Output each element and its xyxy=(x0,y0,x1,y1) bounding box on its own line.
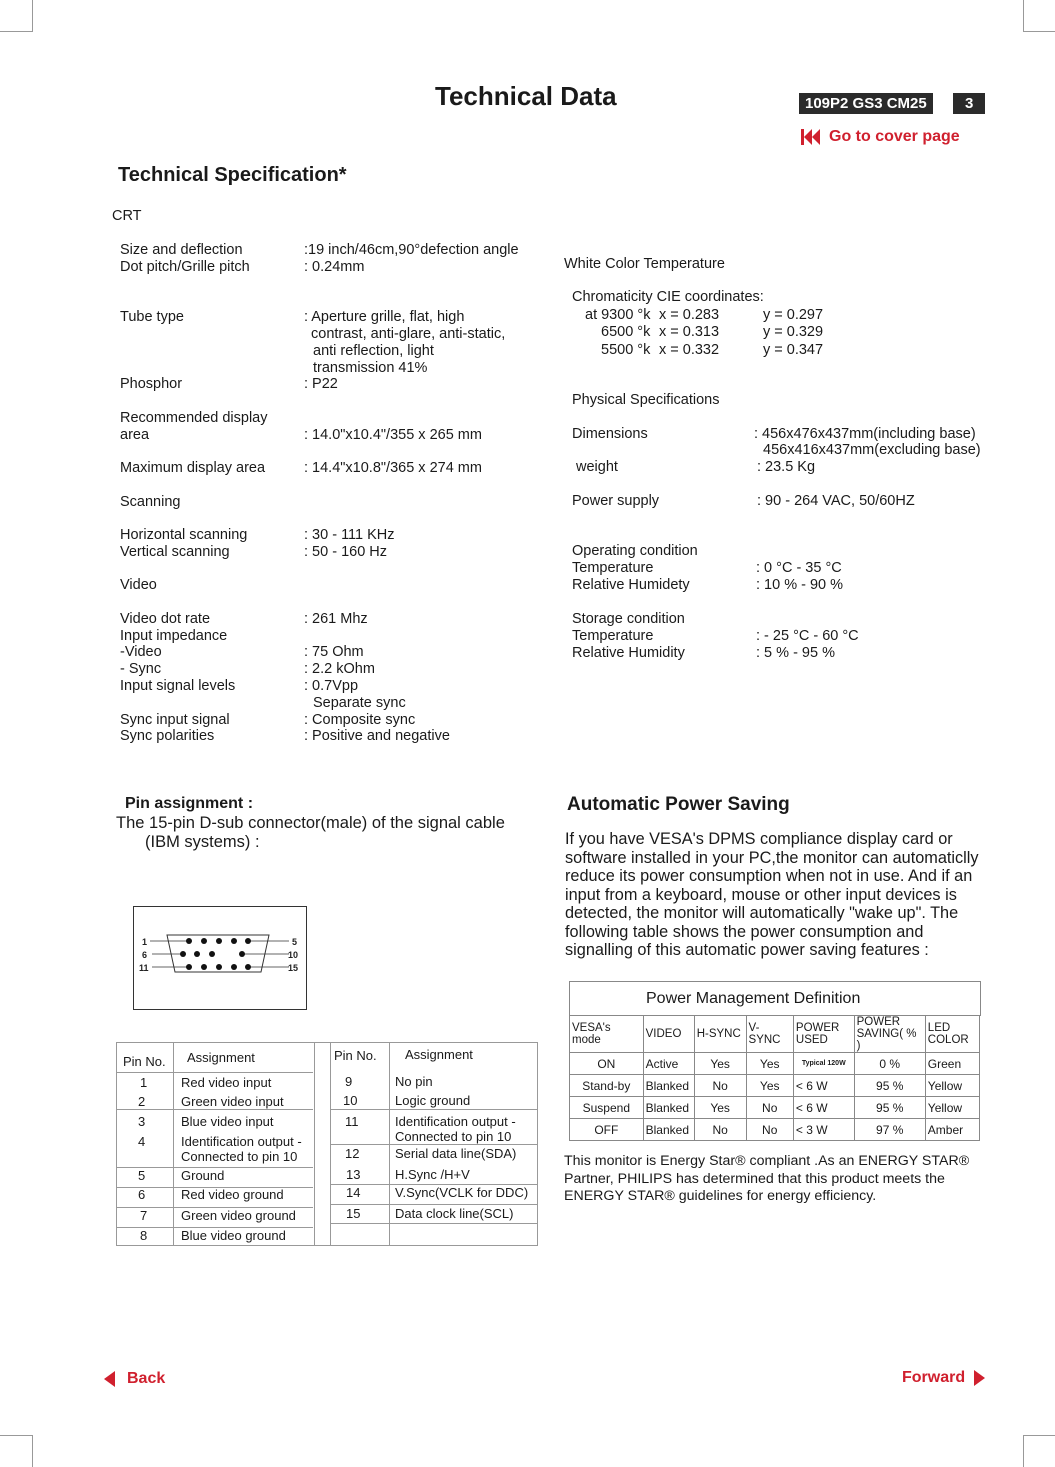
table-cell: 95 % xyxy=(854,1097,925,1119)
pin-number: 8 xyxy=(140,1228,148,1243)
table-row xyxy=(570,1075,980,1097)
pin-assignment: Serial data line(SDA) xyxy=(395,1146,517,1161)
table-cell: Amber xyxy=(925,1119,979,1141)
table-cell: Stand-by xyxy=(570,1075,644,1097)
paragraph-line: signalling of this automatic power saving features : xyxy=(565,941,929,959)
pin-number: 15 xyxy=(346,1206,361,1221)
table-cell: Yes xyxy=(746,1075,793,1097)
spec-label: Tube type xyxy=(120,309,184,325)
spec-value: : Aperture grille, flat, high xyxy=(304,309,465,325)
pin-assignment: Green video ground xyxy=(181,1208,296,1223)
table-cell: Blanked xyxy=(643,1097,694,1119)
pin-assignment: Blue video ground xyxy=(181,1228,286,1243)
spec-value: contrast, anti-glare, anti-static, xyxy=(311,326,506,342)
table-header-row xyxy=(570,1016,980,1053)
back-arrow-icon xyxy=(104,1371,115,1387)
energy-line: Partner, PHILIPS has determined that this product meets the xyxy=(564,1170,945,1187)
pin-number: 14 xyxy=(346,1185,361,1200)
spec-label: area xyxy=(120,427,150,443)
spec-label: - Sync xyxy=(120,661,162,677)
spec-value: 456x416x437mm(excluding base) xyxy=(763,442,981,458)
chroma-x: x = 0.332 xyxy=(659,342,720,358)
spec-label: weight xyxy=(576,459,618,475)
dsub-connector-icon xyxy=(134,907,306,1009)
table-divider xyxy=(173,1043,174,1245)
paragraph-line: detected, the monitor will automatically "wake up". The xyxy=(565,904,959,922)
spec-label: Operating condition xyxy=(572,543,698,559)
spec-value: : 90 - 264 VAC, 50/60HZ xyxy=(757,493,915,509)
table-header-cell: V-SYNC xyxy=(746,1016,793,1053)
spec-value: : 0.7Vpp xyxy=(304,678,359,694)
paragraph-line: If you have VESA's DPMS compliance display card or xyxy=(565,830,953,848)
spec-label: Relative Humidity xyxy=(572,645,685,661)
spec-label: Recommended display xyxy=(120,410,268,426)
spec-value: Separate sync xyxy=(313,695,406,711)
table-row xyxy=(570,1097,980,1119)
spec-label: Input impedance xyxy=(120,628,228,644)
pin-assignment: Identification output - Connected to pin 10 xyxy=(181,1134,302,1164)
pin-number: 1 xyxy=(140,1075,148,1090)
pin-assignment: V.Sync(VCLK for DDC) xyxy=(395,1185,529,1200)
spec-value: : 14.4"x10.8"/365 x 274 mm xyxy=(304,460,482,476)
spec-label: Dimensions xyxy=(572,426,648,442)
pin-number: 9 xyxy=(345,1074,353,1089)
table-cell: < 6 W xyxy=(793,1097,854,1119)
spec-label: Temperature xyxy=(572,628,654,644)
crop-mark xyxy=(1023,31,1055,32)
forward-link[interactable]: Forward xyxy=(902,1369,985,1387)
spec-label: Vertical scanning xyxy=(120,544,230,560)
spec-label: Phosphor xyxy=(120,376,183,392)
table-header-cell: POWER SAVING( % ) xyxy=(854,1016,925,1053)
chroma-y: y = 0.297 xyxy=(763,307,824,323)
crop-mark xyxy=(1023,1435,1024,1467)
paragraph-line: reduce its power consumption when not in use. And if an xyxy=(565,867,973,885)
spec-label: Storage condition xyxy=(572,611,685,627)
pin-number: 12 xyxy=(345,1146,360,1161)
table-row xyxy=(570,1119,980,1141)
pin-label: 6 xyxy=(142,950,148,960)
physical-label: Physical Specifications xyxy=(572,392,720,408)
chroma-y: y = 0.347 xyxy=(763,342,824,358)
spec-label: Temperature xyxy=(572,560,654,576)
pin-number: 2 xyxy=(138,1094,146,1109)
energy-line: ENERGY STAR® guidelines for energy efficiency. xyxy=(564,1188,877,1204)
table-cell: No xyxy=(694,1119,746,1141)
white-color-label: White Color Temperature xyxy=(564,256,725,272)
forward-arrow-icon xyxy=(974,1370,985,1386)
chroma-y: y = 0.329 xyxy=(763,324,824,340)
pin-number: 10 xyxy=(343,1093,358,1108)
spec-label: Video xyxy=(120,577,157,593)
spec-value: : 0 °C - 35 °C xyxy=(756,560,842,576)
chroma-temp: 5500 °k xyxy=(601,342,651,358)
table-cell: No xyxy=(746,1097,793,1119)
spec-value: : Composite sync xyxy=(304,712,416,728)
pin-assignment: Identification output - Connected to pin 10 xyxy=(395,1114,516,1144)
pm-table-title: Power Management Definition xyxy=(646,990,861,1007)
spec-value: : 50 - 160 Hz xyxy=(304,544,388,560)
table-divider xyxy=(331,1223,537,1224)
pin-col-header: Pin No. xyxy=(334,1048,377,1063)
aps-heading: Automatic Power Saving xyxy=(567,794,790,815)
spec-value: : 14.0"x10.4"/355 x 265 mm xyxy=(304,427,482,443)
table-cell: 95 % xyxy=(854,1075,925,1097)
spec-label: Size and deflection xyxy=(120,242,243,258)
table-header-cell: VIDEO xyxy=(643,1016,694,1053)
pin-assignment: Green video input xyxy=(181,1094,284,1109)
spec-value: : 5 % - 95 % xyxy=(756,645,835,661)
crop-mark xyxy=(0,1435,32,1436)
chroma-x: x = 0.313 xyxy=(659,324,720,340)
table-cell: Active xyxy=(643,1053,694,1075)
pin-desc-1: The 15-pin D-sub connector(male) of the signal cable xyxy=(116,814,505,832)
spec-label: Sync polarities xyxy=(120,728,215,744)
paragraph-line: following table shows the power consumption and xyxy=(565,922,924,941)
pin-label: 1 xyxy=(142,937,148,947)
table-cell: < 3 W xyxy=(793,1119,854,1141)
table-cell: Yes xyxy=(746,1053,793,1075)
spec-label: Relative Humidety xyxy=(572,577,690,593)
table-cell: < 6 W xyxy=(793,1075,854,1097)
spec-label: Horizontal scanning xyxy=(120,527,248,543)
table-cell: 0 % xyxy=(854,1053,925,1075)
spec-value: : 2.2 kOhm xyxy=(304,661,375,677)
pin-number: 3 xyxy=(138,1114,146,1129)
table-divider xyxy=(117,1072,313,1073)
spec-label: -Video xyxy=(120,644,162,660)
table-cell: Blanked xyxy=(643,1119,694,1141)
crop-mark xyxy=(0,31,32,32)
spec-value: : 0.24mm xyxy=(304,259,365,275)
spec-value: : - 25 °C - 60 °C xyxy=(756,628,859,644)
chroma-temp: 6500 °k xyxy=(601,324,651,340)
spec-value: :19 inch/46cm,90°defection angle xyxy=(304,242,519,258)
table-cell: OFF xyxy=(570,1119,644,1141)
pin-assignment: Data clock line(SCL) xyxy=(395,1206,514,1221)
table-header-cell: VESA's mode xyxy=(570,1016,644,1053)
pin-table xyxy=(116,1042,538,1246)
pin-label: 5 xyxy=(292,937,298,947)
spec-label: Maximum display area xyxy=(120,460,266,476)
table-cell: Yes xyxy=(694,1097,746,1119)
table-cell: Green xyxy=(925,1053,979,1075)
cover-page-link[interactable]: Go to cover page xyxy=(801,128,960,146)
pin-assignment: Red video ground xyxy=(181,1187,284,1202)
spec-value: : 30 - 111 KHz xyxy=(304,527,395,543)
table-cell: 97 % xyxy=(854,1119,925,1141)
table-cell: ON xyxy=(570,1053,644,1075)
spec-value: anti reflection, light xyxy=(313,343,434,359)
table-cell: Yellow xyxy=(925,1075,979,1097)
assignment-col-header: Assignment xyxy=(405,1047,473,1062)
spec-value: : 456x476x437mm(including base) xyxy=(754,426,976,442)
table-divider xyxy=(314,1043,315,1245)
crt-label: CRT xyxy=(112,208,142,224)
table-cell: Yes xyxy=(694,1053,746,1075)
table-row xyxy=(570,1053,980,1075)
page-number-badge: 3 xyxy=(953,93,985,114)
spec-value: : 75 Ohm xyxy=(304,644,364,660)
table-header-cell: LED COLOR xyxy=(925,1016,979,1053)
table-cell: Blanked xyxy=(643,1075,694,1097)
assignment-col-header: Assignment xyxy=(187,1050,255,1065)
pin-col-header: Pin No. xyxy=(123,1054,166,1069)
pin-assignment: No pin xyxy=(395,1074,433,1089)
spec-value: : 261 Mhz xyxy=(304,611,368,627)
spec-label: Input signal levels xyxy=(120,678,236,694)
crop-mark xyxy=(32,0,33,32)
connector-diagram xyxy=(133,906,307,1010)
table-header-cell: H-SYNC xyxy=(694,1016,746,1053)
chromaticity-label: Chromaticity CIE coordinates: xyxy=(572,289,764,305)
energy-line: This monitor is Energy Star® compliant .As an ENERGY STAR® xyxy=(564,1153,970,1169)
crop-mark xyxy=(1023,1435,1055,1436)
table-cell: Suspend xyxy=(570,1097,644,1119)
chroma-x: x = 0.283 xyxy=(659,307,720,323)
pin-number: 6 xyxy=(138,1187,146,1202)
spec-heading: Technical Specification* xyxy=(118,164,347,186)
table-cell: Yellow xyxy=(925,1097,979,1119)
spec-value: : Positive and negative xyxy=(304,728,450,744)
spec-value: transmission 41% xyxy=(313,360,428,376)
pin-label: 15 xyxy=(288,963,299,973)
spec-value: : 10 % - 90 % xyxy=(756,577,844,593)
crop-mark xyxy=(1023,0,1024,32)
spec-label: Power supply xyxy=(572,493,660,509)
spec-label: Video dot rate xyxy=(120,611,211,627)
pin-number: 13 xyxy=(346,1167,361,1182)
back-link[interactable]: Back xyxy=(104,1370,165,1388)
spec-label: Dot pitch/Grille pitch xyxy=(120,259,250,275)
power-management-table xyxy=(569,1015,980,1141)
pin-number: 11 xyxy=(345,1114,359,1129)
table-cell: No xyxy=(694,1075,746,1097)
pin-number: 7 xyxy=(140,1208,148,1223)
table-header-cell: POWER USED xyxy=(793,1016,854,1053)
chroma-temp: at 9300 °k xyxy=(585,307,651,323)
spec-value: : 23.5 Kg xyxy=(757,459,816,475)
pin-assignment: H.Sync /H+V xyxy=(395,1167,470,1182)
model-badge: 109P2 GS3 CM25 xyxy=(799,93,933,114)
pin-label: 11 xyxy=(139,963,149,973)
pin-number: 5 xyxy=(138,1168,146,1183)
pin-number: 4 xyxy=(138,1134,146,1149)
page-title: Technical Data xyxy=(435,81,617,111)
pin-assignment: Logic ground xyxy=(395,1093,471,1108)
crop-mark xyxy=(32,1435,33,1467)
table-divider xyxy=(331,1109,537,1110)
pin-assignment: Blue video input xyxy=(181,1114,274,1129)
table-cell: Typical 120W xyxy=(793,1053,854,1075)
table-cell: No xyxy=(746,1119,793,1141)
pin-assignment: Red video input xyxy=(181,1075,272,1090)
first-page-icon xyxy=(801,129,821,145)
paragraph-line: software installed in your PC,the monitor can automaticlly xyxy=(565,848,979,867)
spec-label: Scanning xyxy=(120,494,181,510)
pin-heading: Pin assignment : xyxy=(125,795,254,812)
spec-value: : P22 xyxy=(304,376,338,392)
table-divider xyxy=(117,1109,313,1110)
paragraph-line: input from a keyboard, mouse or other input devices is xyxy=(565,885,957,904)
pin-label: 10 xyxy=(288,950,299,960)
pin-desc-2: (IBM systems) : xyxy=(145,833,260,851)
spec-label: Sync input signal xyxy=(120,712,230,728)
table-divider xyxy=(331,1204,537,1205)
pin-assignment: Ground xyxy=(181,1168,225,1183)
table-divider xyxy=(331,1144,537,1145)
